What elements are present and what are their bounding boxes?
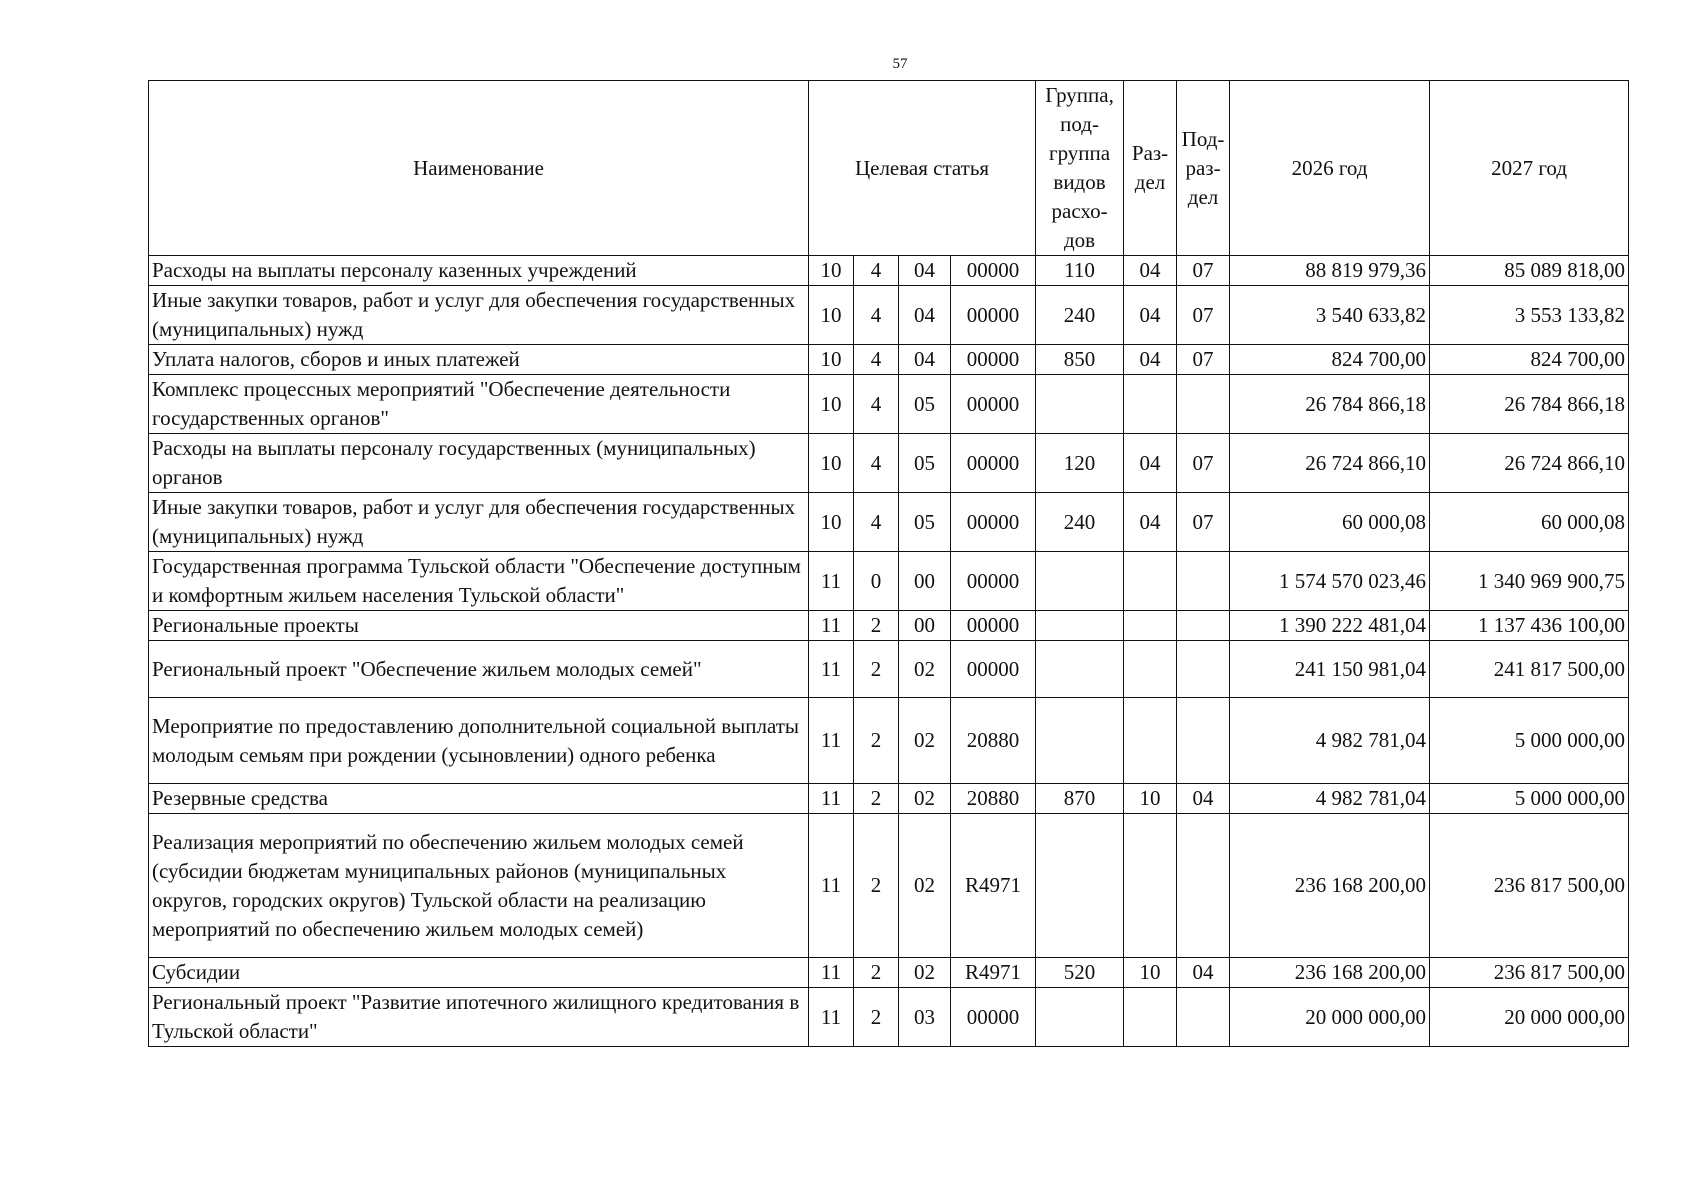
cell-expense-group: 120 [1036, 434, 1124, 493]
cell-program: 10 [809, 434, 854, 493]
cell-program: 11 [809, 958, 854, 988]
cell-section: 04 [1124, 345, 1177, 375]
cell-name: Региональный проект "Обеспечение жильем молодых семей" [149, 641, 809, 698]
table-row [149, 434, 1629, 493]
cell-event: 04 [899, 286, 951, 345]
cell-direction: 00000 [951, 286, 1036, 345]
cell-direction: 00000 [951, 345, 1036, 375]
header-2026: 2026 год [1230, 81, 1430, 256]
cell-2027: 5 000 000,00 [1430, 784, 1629, 814]
cell-2027: 1 340 969 900,75 [1430, 552, 1629, 611]
cell-program: 11 [809, 611, 854, 641]
cell-section: 04 [1124, 493, 1177, 552]
page-number: 57 [892, 56, 908, 72]
cell-subprogram: 2 [854, 611, 899, 641]
table-row [149, 698, 1629, 784]
cell-subsection: 04 [1177, 784, 1230, 814]
cell-direction: 00000 [951, 375, 1036, 434]
cell-2027: 85 089 818,00 [1430, 256, 1629, 286]
cell-subprogram: 4 [854, 345, 899, 375]
cell-name: Реализация мероприятий по обеспечению жильем молодых семей (субсидии бюджетам муниципальных районов (муниципальных округов, городских округов) Тульской области на реализацию мероприятий по обеспечению жильем молодых семей) [149, 814, 809, 958]
cell-program: 10 [809, 345, 854, 375]
cell-subsection [1177, 814, 1230, 958]
cell-expense-group [1036, 988, 1124, 1047]
cell-subprogram: 2 [854, 988, 899, 1047]
cell-event: 02 [899, 641, 951, 698]
cell-section [1124, 988, 1177, 1047]
cell-2027: 241 817 500,00 [1430, 641, 1629, 698]
header-section: Раз- дел [1124, 81, 1177, 256]
cell-expense-group [1036, 611, 1124, 641]
cell-expense-group [1036, 814, 1124, 958]
cell-name: Субсидии [149, 958, 809, 988]
cell-subsection: 07 [1177, 434, 1230, 493]
cell-name: Иные закупки товаров, работ и услуг для обеспечения государственных (муниципальных) нужд [149, 493, 809, 552]
cell-direction: 00000 [951, 611, 1036, 641]
cell-direction: 00000 [951, 434, 1036, 493]
cell-2026: 236 168 200,00 [1230, 958, 1430, 988]
cell-direction: 00000 [951, 641, 1036, 698]
cell-program: 11 [809, 552, 854, 611]
cell-subsection: 07 [1177, 493, 1230, 552]
cell-subprogram: 2 [854, 814, 899, 958]
table-row [149, 493, 1629, 552]
cell-2027: 236 817 500,00 [1430, 958, 1629, 988]
cell-2026: 1 574 570 023,46 [1230, 552, 1430, 611]
cell-event: 00 [899, 611, 951, 641]
header-target-article: Целевая статья [809, 81, 1036, 256]
table-row [149, 375, 1629, 434]
cell-2026: 236 168 200,00 [1230, 814, 1430, 958]
cell-direction: 20880 [951, 784, 1036, 814]
cell-program: 10 [809, 493, 854, 552]
cell-section [1124, 698, 1177, 784]
cell-2027: 60 000,08 [1430, 493, 1629, 552]
cell-section [1124, 814, 1177, 958]
cell-name: Региональный проект "Развитие ипотечного жилищного кредитования в Тульской области" [149, 988, 809, 1047]
table-body [149, 256, 1629, 1047]
cell-program: 10 [809, 286, 854, 345]
cell-subsection [1177, 611, 1230, 641]
cell-event: 05 [899, 493, 951, 552]
cell-program: 11 [809, 988, 854, 1047]
cell-2026: 60 000,08 [1230, 493, 1430, 552]
cell-section: 10 [1124, 784, 1177, 814]
cell-subprogram: 4 [854, 434, 899, 493]
cell-subprogram: 4 [854, 375, 899, 434]
cell-2027: 20 000 000,00 [1430, 988, 1629, 1047]
cell-2026: 4 982 781,04 [1230, 784, 1430, 814]
cell-subsection: 07 [1177, 256, 1230, 286]
table-row [149, 784, 1629, 814]
cell-event: 02 [899, 698, 951, 784]
cell-subsection [1177, 641, 1230, 698]
table-row [149, 552, 1629, 611]
header-subsection: Под- раз- дел [1177, 81, 1230, 256]
cell-expense-group [1036, 641, 1124, 698]
header-group: Группа, под- группа видов расхо- дов [1036, 81, 1124, 256]
table-row [149, 814, 1629, 958]
cell-program: 11 [809, 814, 854, 958]
cell-2026: 3 540 633,82 [1230, 286, 1430, 345]
cell-name: Государственная программа Тульской области "Обеспечение доступным и комфортным жильем населения Тульской области" [149, 552, 809, 611]
table-row [149, 286, 1629, 345]
table-row [149, 345, 1629, 375]
cell-section: 04 [1124, 434, 1177, 493]
cell-2027: 26 784 866,18 [1430, 375, 1629, 434]
cell-direction: 00000 [951, 256, 1036, 286]
cell-direction: 20880 [951, 698, 1036, 784]
cell-program: 10 [809, 256, 854, 286]
cell-subsection [1177, 988, 1230, 1047]
cell-subsection [1177, 552, 1230, 611]
cell-2027: 3 553 133,82 [1430, 286, 1629, 345]
cell-expense-group: 240 [1036, 493, 1124, 552]
cell-subprogram: 2 [854, 641, 899, 698]
cell-direction: R4971 [951, 958, 1036, 988]
table-row [149, 256, 1629, 286]
cell-expense-group: 110 [1036, 256, 1124, 286]
cell-program: 11 [809, 641, 854, 698]
cell-2027: 236 817 500,00 [1430, 814, 1629, 958]
cell-subprogram: 2 [854, 698, 899, 784]
cell-event: 02 [899, 958, 951, 988]
cell-event: 02 [899, 814, 951, 958]
cell-event: 02 [899, 784, 951, 814]
cell-subsection [1177, 375, 1230, 434]
cell-2026: 4 982 781,04 [1230, 698, 1430, 784]
cell-section [1124, 641, 1177, 698]
cell-2026: 241 150 981,04 [1230, 641, 1430, 698]
cell-2026: 1 390 222 481,04 [1230, 611, 1430, 641]
cell-2027: 5 000 000,00 [1430, 698, 1629, 784]
cell-section [1124, 375, 1177, 434]
cell-2026: 88 819 979,36 [1230, 256, 1430, 286]
cell-expense-group [1036, 552, 1124, 611]
cell-event: 03 [899, 988, 951, 1047]
cell-expense-group: 870 [1036, 784, 1124, 814]
cell-program: 10 [809, 375, 854, 434]
cell-event: 04 [899, 256, 951, 286]
table-row [149, 641, 1629, 698]
cell-direction: 00000 [951, 493, 1036, 552]
budget-table [148, 80, 1629, 1047]
cell-subprogram: 2 [854, 958, 899, 988]
cell-section: 04 [1124, 256, 1177, 286]
cell-name: Комплекс процессных мероприятий "Обеспечение деятельности государственных органов" [149, 375, 809, 434]
cell-event: 05 [899, 434, 951, 493]
cell-section: 10 [1124, 958, 1177, 988]
cell-expense-group [1036, 375, 1124, 434]
cell-section: 04 [1124, 286, 1177, 345]
cell-subsection: 07 [1177, 286, 1230, 345]
cell-name: Расходы на выплаты персоналу государственных (муниципальных) органов [149, 434, 809, 493]
cell-program: 11 [809, 698, 854, 784]
cell-subsection [1177, 698, 1230, 784]
cell-2026: 824 700,00 [1230, 345, 1430, 375]
cell-name: Мероприятие по предоставлению дополнительной социальной выплаты молодым семьям при рождении (усыновлении) одного ребенка [149, 698, 809, 784]
table-row [149, 611, 1629, 641]
header-name: Наименование [149, 81, 809, 256]
cell-2027: 1 137 436 100,00 [1430, 611, 1629, 641]
cell-event: 05 [899, 375, 951, 434]
cell-direction: 00000 [951, 988, 1036, 1047]
cell-2027: 824 700,00 [1430, 345, 1629, 375]
cell-2026: 20 000 000,00 [1230, 988, 1430, 1047]
cell-subprogram: 4 [854, 493, 899, 552]
cell-section [1124, 611, 1177, 641]
cell-expense-group [1036, 698, 1124, 784]
cell-subsection: 04 [1177, 958, 1230, 988]
cell-name: Расходы на выплаты персоналу казенных учреждений [149, 256, 809, 286]
cell-2027: 26 724 866,10 [1430, 434, 1629, 493]
cell-subsection: 07 [1177, 345, 1230, 375]
cell-2026: 26 784 866,18 [1230, 375, 1430, 434]
cell-expense-group: 520 [1036, 958, 1124, 988]
cell-direction: 00000 [951, 552, 1036, 611]
header-row [149, 81, 1629, 256]
cell-event: 00 [899, 552, 951, 611]
cell-name: Уплата налогов, сборов и иных платежей [149, 345, 809, 375]
cell-name: Иные закупки товаров, работ и услуг для обеспечения государственных (муниципальных) нужд [149, 286, 809, 345]
table-row [149, 958, 1629, 988]
cell-name: Региональные проекты [149, 611, 809, 641]
cell-section [1124, 552, 1177, 611]
cell-direction: R4971 [951, 814, 1036, 958]
cell-expense-group: 240 [1036, 286, 1124, 345]
cell-2026: 26 724 866,10 [1230, 434, 1430, 493]
cell-subprogram: 4 [854, 286, 899, 345]
cell-program: 11 [809, 784, 854, 814]
cell-subprogram: 4 [854, 256, 899, 286]
cell-subprogram: 2 [854, 784, 899, 814]
table-row [149, 988, 1629, 1047]
cell-expense-group: 850 [1036, 345, 1124, 375]
cell-subprogram: 0 [854, 552, 899, 611]
cell-name: Резервные средства [149, 784, 809, 814]
cell-event: 04 [899, 345, 951, 375]
header-2027: 2027 год [1430, 81, 1629, 256]
